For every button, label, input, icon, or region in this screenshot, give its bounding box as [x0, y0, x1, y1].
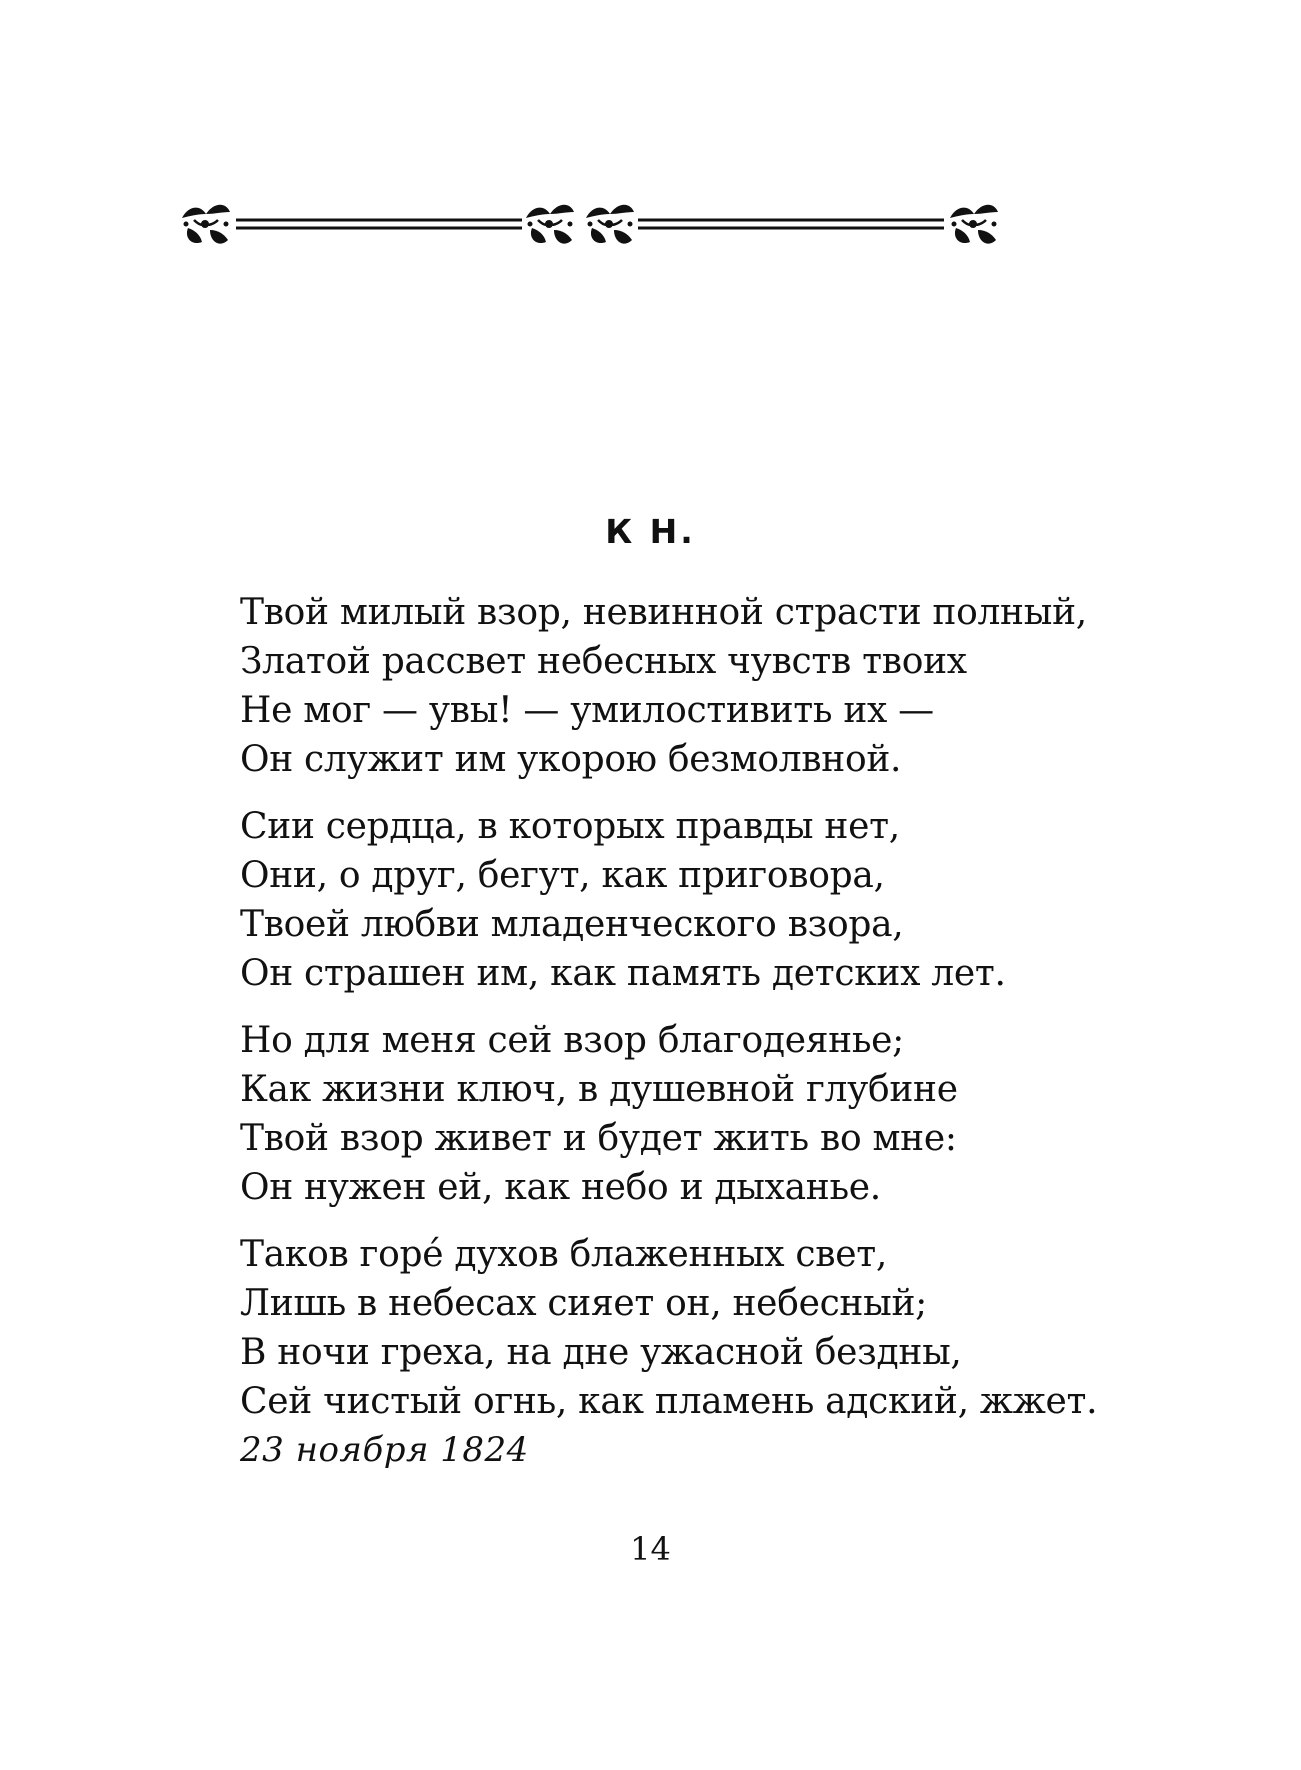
- poem-line: Сей чистый огнь, как пламень адский, жжет.: [240, 1381, 1098, 1422]
- page-number: 14: [630, 1530, 671, 1568]
- poem-line: Не мог — увы! — умилостивить их —: [240, 690, 934, 731]
- poem-line: Златой рассвет небесных чувств твоих: [240, 641, 967, 682]
- poem-line: Твой взор живет и будет жить во мне:: [240, 1118, 957, 1159]
- poem-line: Он служит им укорою безмолвной.: [240, 739, 902, 780]
- stanza-2: [240, 802, 1097, 998]
- poem-line: Таков горе́ духов блаженных свет,: [240, 1234, 888, 1275]
- poem-line: Твоей любви младенческого взора,: [240, 904, 904, 945]
- stanza-4: [240, 1230, 1097, 1426]
- poem-line: Но для меня сей взор благодеянье;: [240, 1020, 904, 1061]
- poem-line: Сии сердца, в которых правды нет,: [240, 806, 900, 847]
- leaf-ornament-icon: [182, 205, 230, 244]
- poem-line: Твой милый взор, невинной страсти полный,: [240, 592, 1087, 633]
- poem-line: В ночи греха, на дне ужасной бездны,: [240, 1332, 962, 1373]
- stanza-1: [240, 588, 1097, 784]
- poem-line: Они, о друг, бегут, как приговора,: [240, 855, 885, 896]
- poem-line: Он страшен им, как память детских лет.: [240, 953, 1006, 994]
- poem-body: [240, 588, 1097, 1444]
- decorative-ornament-divider: [180, 198, 1122, 256]
- poem-line: Как жизни ключ, в душевной глубине: [240, 1069, 958, 1110]
- leaf-ornament-icon: [526, 205, 574, 244]
- poem-line: Лишь в небесах сияет он, небесный;: [240, 1283, 928, 1324]
- leaf-ornament-icon: [950, 205, 998, 244]
- poem-date: 23 ноября 1824: [240, 1430, 529, 1470]
- poem-line: Он нужен ей, как небо и дыханье.: [240, 1167, 881, 1208]
- poem-title: К Н.: [605, 512, 696, 551]
- stanza-3: [240, 1016, 1097, 1212]
- leaf-ornament-icon: [586, 205, 634, 244]
